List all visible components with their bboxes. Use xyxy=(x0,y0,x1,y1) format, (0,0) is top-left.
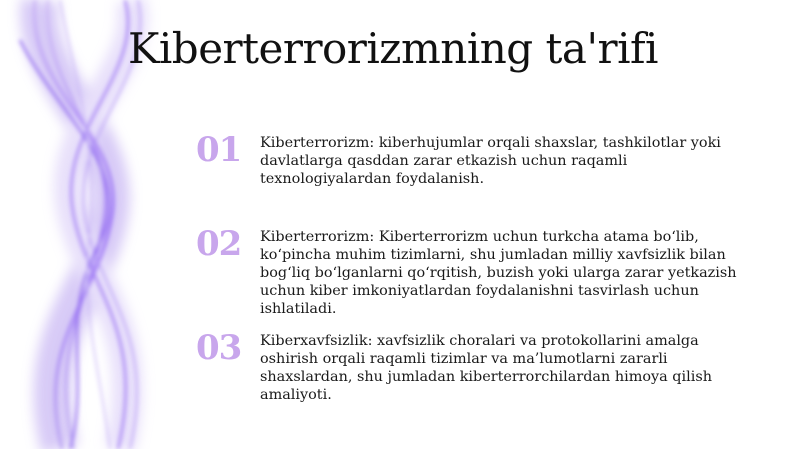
item-text: Kiberterrorizm: Kiberterrorizm uchun turkcha atama bo‘lib, ko‘pincha muhim tizimlarni, shu jumladan milliy xavfsizlik bilan bog‘liq bo‘lganlarni qo‘rqitish, buzish yoki ularga zarar yetkazish uchun kiber imkoniyatlardan foydalanishni tasvirlash uchun ishlatiladi. xyxy=(260,229,737,317)
item-number: 02 xyxy=(196,224,242,264)
slide-title: Kiberterrorizmning ta'rifi xyxy=(128,24,658,73)
item-number: 03 xyxy=(196,328,242,368)
item-number: 01 xyxy=(196,130,242,170)
item-text: Kiberxavfsizlik: xavfsizlik choralari va protokollarini amalga oshirish orqali raqamli tizimlar va ma’lumotlarni zararli shaxslardan, shu jumladan kiberterrorchilardan himoya qilish amaliyoti. xyxy=(260,333,712,403)
item-text: Kiberterrorizm: kiberhujumlar orqali shaxslar, tashkilotlar yoki davlatlarga qasddan zarar etkazish uchun raqamli texnologiyalardan foydalanish. xyxy=(260,135,721,187)
